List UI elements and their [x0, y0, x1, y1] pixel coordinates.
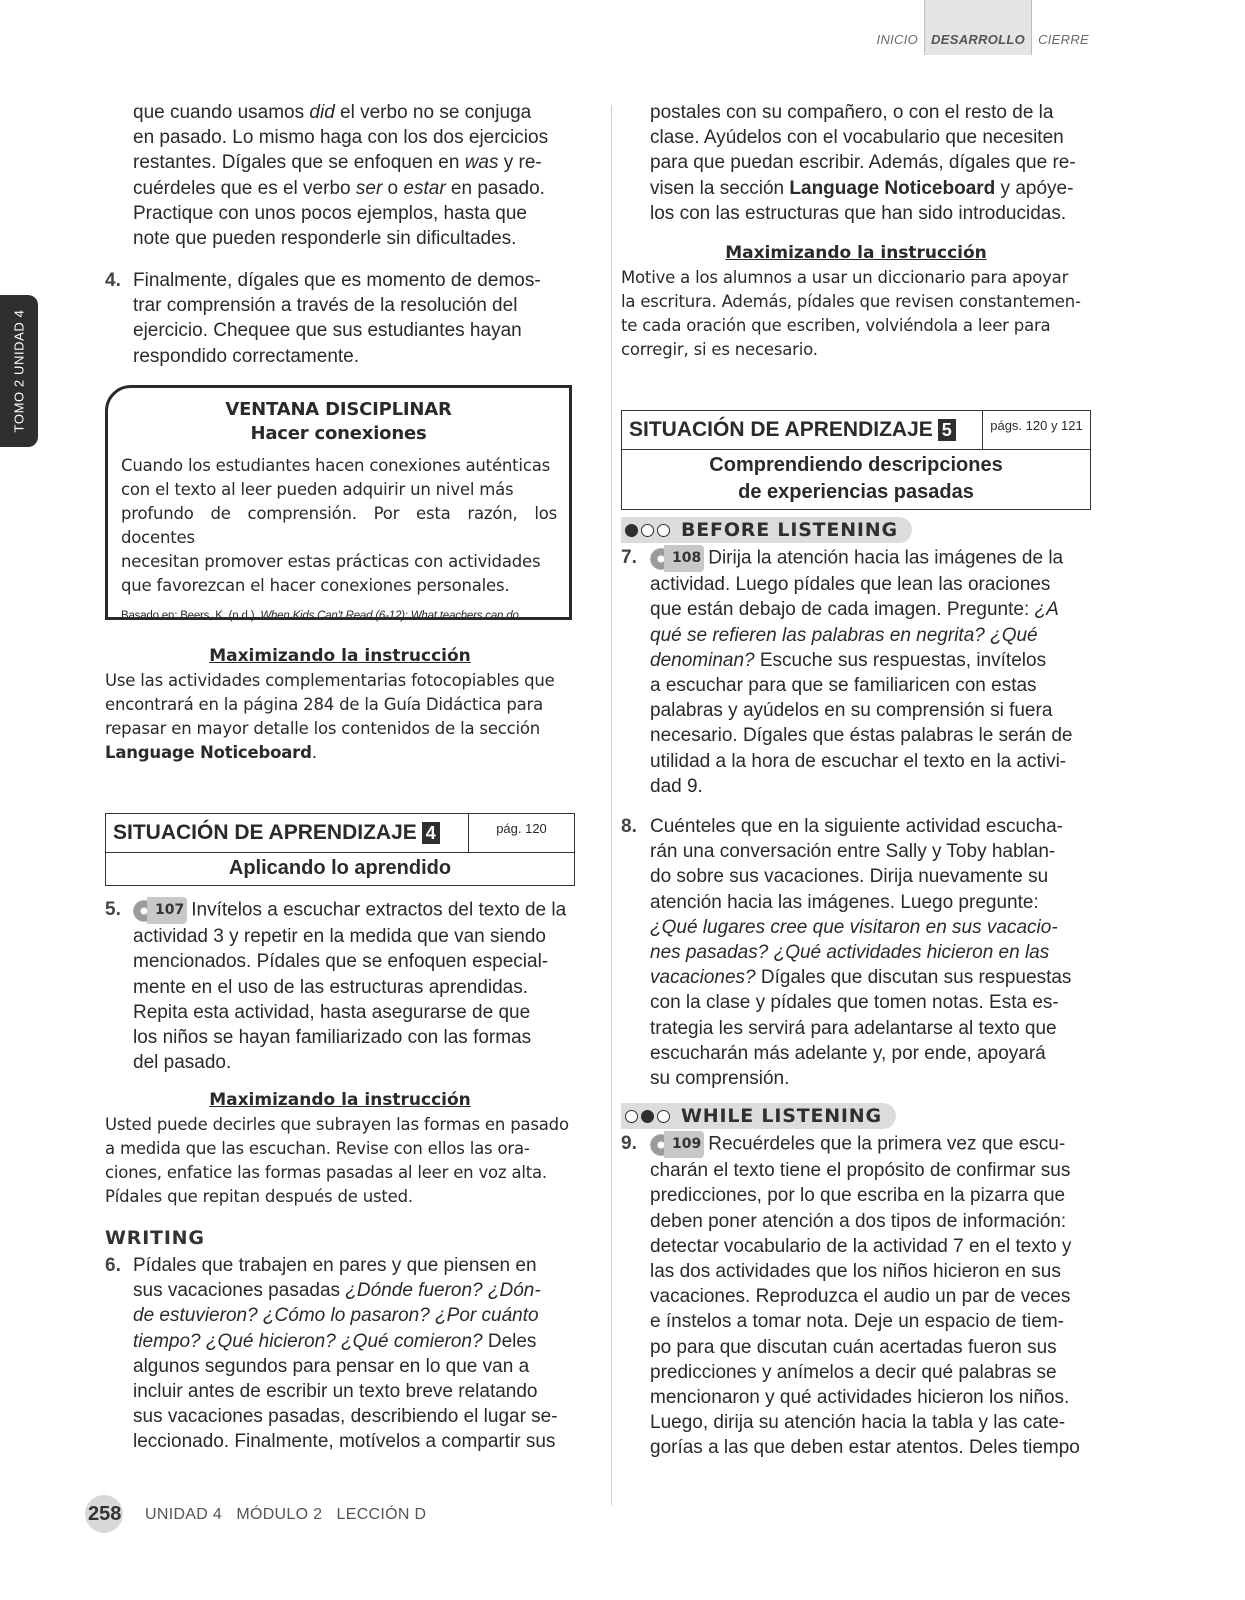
text-line: leccionado. Finalmente, motívelos a compartir sus [133, 1431, 556, 1453]
column-divider [611, 105, 612, 1505]
item6-text [133, 1253, 574, 1455]
item-number: 4. [105, 270, 121, 291]
text-line: actividad 3 y repetir en la medida que van siendo [133, 926, 546, 948]
item-number: 5. [105, 899, 121, 920]
text-line: su comprensión. [650, 1068, 790, 1090]
header-tab-desarrollo: DESARROLLO [924, 0, 1032, 55]
right-intro [650, 100, 1091, 226]
situacion-number: 5 [938, 419, 956, 441]
text-line: escucharán más adelante y, por ende, apoyará [650, 1042, 1046, 1064]
text-span: Dirija la atención hacia las imágenes de la [708, 547, 1064, 569]
text-line: a medida que las escuchan. Revise con ellos las ora- [105, 1139, 530, 1158]
subtitle-line: Comprendiendo descripciones [709, 454, 1003, 476]
bold-term: Language Noticeboard [105, 743, 312, 762]
text-line: dad 9. [650, 775, 703, 797]
text-line: la escritura. Además, pídales que revisen constantemen- [621, 292, 1081, 311]
ventana-body [108, 446, 569, 598]
ventana-source [108, 598, 569, 622]
ventana-subtitle: Hacer conexiones [250, 423, 427, 444]
text-line: postales con su compañero, o con el resto de la [650, 102, 1054, 123]
text-line: encontrará en la página 284 de la Guía Didáctica para [105, 695, 544, 714]
text-line: los niños se hayan familiarizado con las formas [133, 1027, 532, 1049]
text-line: detectar vocabulario de la actividad 7 en el texto y [650, 1235, 1072, 1257]
item-number: 6. [105, 1255, 121, 1276]
bold-term: Language Noticeboard [789, 177, 996, 199]
ventana-title: VENTANA DISCIPLINAR [225, 399, 452, 420]
stage-dot-empty [625, 1110, 638, 1123]
header-tab-cierre: CIERRE [1038, 32, 1089, 47]
text-span: visen la sección [650, 177, 790, 199]
text-line: charán el texto tiene el propósito de confirmar sus [650, 1160, 1071, 1182]
text-line: mencionados. Pídales que se enfoquen especial- [133, 951, 549, 973]
text-line [105, 741, 575, 765]
text-line: repasar en mayor detalle los contenidos de la sección [105, 719, 541, 738]
item4-text [133, 268, 574, 369]
text-line: corregir, si es necesario. [621, 340, 818, 359]
item-number: 8. [621, 816, 637, 837]
text-line: deben poner atención a dos tipos de información: [650, 1210, 1067, 1232]
side-tab [0, 295, 38, 447]
audio-cd-icon [650, 1131, 704, 1158]
situacion-header [106, 814, 574, 853]
track-number: 107 [147, 897, 187, 924]
stage-dot-filled [625, 524, 638, 537]
text-line: Usted puede decirles que subrayen las formas en pasado [105, 1115, 569, 1134]
text-line: mencionaron y qué actividades hicieron los niños. [650, 1387, 1070, 1409]
side-tab-label: TOMO 2 UNIDAD 4 [11, 309, 27, 433]
situacion-title [622, 411, 983, 449]
text-line: do sobre sus vacaciones. Dirija nuevamente su [650, 866, 1049, 888]
text-line: rán una conversación entre Sally y Toby hablan- [650, 841, 1056, 863]
text-span: Invítelos a escuchar extractos del texto de la [191, 899, 567, 921]
text-line: incluir antes de escribir un texto breve relatando [133, 1381, 538, 1403]
stage-label: BEFORE LISTENING [681, 519, 898, 541]
text-span: Recuérdeles que la primera vez que escu- [708, 1133, 1066, 1155]
text-line: Motive a los alumnos a usar un diccionario para apoyar [621, 268, 1069, 287]
text-line: que favorezcan el hacer conexiones personales. [121, 576, 510, 595]
text-line: con el texto al leer pueden adquirir un nivel más [121, 480, 514, 499]
text-line: los con las estructuras que han sido introducidas. [650, 202, 1067, 224]
text-line: cuérdeles que es el verbo ser o estar en pasado. [133, 177, 545, 199]
max-title: Maximizando la instrucción [209, 646, 471, 666]
text-line: Finalmente, dígales que es momento de demos- [133, 270, 541, 291]
stage-dot-empty [657, 1110, 670, 1123]
text-line: te cada oración que escriben, volviéndola a leer para [621, 316, 1051, 335]
text-line: del pasado. [133, 1052, 232, 1074]
text-line [650, 176, 1091, 201]
left-intro [133, 100, 574, 251]
text-line: necesario. Dígales que éstas palabras le serán de [650, 725, 1073, 747]
item9-text [650, 1131, 1091, 1461]
max2-body [105, 1113, 575, 1209]
max-right-body [621, 266, 1091, 362]
situacion-label: SITUACIÓN DE APRENDIZAJE [629, 418, 933, 441]
page-number: 258 [88, 1503, 122, 1525]
text-line: que están debajo de cada imagen. Pregunte: ¿A [650, 599, 1059, 621]
text-line: ciones, enfatice las formas pasadas al leer en voz alta. [105, 1163, 547, 1182]
text-line: Repita esta actividad, hasta asegurarse de que [133, 1001, 531, 1023]
ventana-disciplinar-box [105, 385, 572, 620]
track-number: 109 [664, 1131, 704, 1158]
writing-heading: WRITING [105, 1227, 205, 1249]
text-line: Practique con unos pocos ejemplos, hasta que [133, 202, 527, 224]
before-listening-banner [621, 517, 912, 543]
text-line: Luego, dirija su atención hacia la tabla y las cate- [650, 1412, 1066, 1434]
stage-dot-empty [641, 524, 654, 537]
text-end: . [311, 743, 317, 762]
stage-label: WHILE LISTENING [681, 1105, 882, 1127]
text-line: respondido correctamente. [133, 345, 360, 367]
text-line: profundo de comprensión. Por esta razón, los docentes [121, 504, 557, 547]
footer-text: UNIDAD 4 MÓDULO 2 LECCIÓN D [145, 1506, 427, 1523]
max1-body [105, 669, 575, 765]
text-line: a escuchar para que se familiaricen con estas [650, 675, 1037, 697]
item5-text [133, 897, 574, 1075]
text-line: con la clase y pídales que tomen notas. Esta es- [650, 992, 1059, 1014]
text-line: de estuvieron? ¿Cómo lo pasaron? ¿Por cuánto [133, 1305, 539, 1327]
text-line: necesitan promover estas prácticas con actividades [121, 552, 541, 571]
text-line: las dos actividades que los niños hicieron en sus [650, 1261, 1061, 1283]
text-line: Pídales que trabajen en pares y que piensen en [133, 1255, 537, 1276]
audio-cd-icon [650, 545, 704, 572]
text-line: po para que discutan cuán acertadas fueron sus [650, 1336, 1057, 1358]
stage-dot-filled [641, 1110, 654, 1123]
situacion-box-4 [105, 813, 575, 886]
text-line [650, 1131, 1091, 1158]
track-number: 108 [664, 545, 704, 572]
text-line: tiempo? ¿Qué hicieron? ¿Qué comieron? Deles [133, 1330, 537, 1352]
text-line: que cuando usamos did el verbo no se conjuga [133, 102, 532, 123]
text-line: palabras y ayúdelos en su comprensión si fuera [650, 700, 1053, 722]
situacion-number: 4 [422, 822, 440, 844]
text-line [133, 897, 574, 924]
subtitle-line: de experiencias pasadas [738, 481, 974, 503]
text-line: denominan? Escuche sus respuestas, invítelos [650, 649, 1047, 671]
text-line: ¿Qué lugares cree que visitaron en sus vacacio- [650, 916, 1058, 938]
text-line: vacaciones? Dígales que discutan sus respuestas [650, 967, 1072, 989]
source-title: When Kids Can't Read (6-12): What teachers can do. [260, 610, 522, 622]
text-line: Cuénteles que en la siguiente actividad escucha- [650, 816, 1063, 837]
text-line: para que puedan escribir. Además, dígales que re- [650, 152, 1076, 174]
text-line: qué se refieren las palabras en negrita? ¿Qué [650, 624, 1038, 646]
text-line: nes pasadas? ¿Qué actividades hicieron en las [650, 942, 1050, 964]
text-line: en pasado. Lo mismo haga con los dos ejercicios [133, 127, 549, 149]
text-line: algunos segundos para pensar en lo que van a [133, 1355, 530, 1377]
audio-cd-icon [133, 897, 187, 924]
stage-dot-empty [657, 524, 670, 537]
text-line: vacaciones. Reproduzca el audio un par de veces [650, 1286, 1071, 1308]
text-span: y apóye- [995, 177, 1074, 199]
source-label: Basado en: [121, 610, 178, 622]
text-line: trar comprensión a través de la resolución del [133, 295, 518, 317]
text-line: note que pueden responderle sin dificultades. [133, 228, 517, 250]
text-line: trategia les servirá para adelantarse al texto que [650, 1017, 1057, 1039]
text-line: sus vacaciones pasadas, describiendo el lugar se- [133, 1406, 558, 1428]
situacion-subtitle [622, 450, 1090, 509]
text-line: Pídales que repitan después de usted. [105, 1187, 413, 1206]
text-line: predicciones y anímelos a decir qué palabras se [650, 1361, 1057, 1383]
situacion-header [622, 411, 1090, 450]
text-line: e ínstelos a tomar nota. Deje un espacio de tiem- [650, 1311, 1065, 1333]
max-title: Maximizando la instrucción [209, 1090, 471, 1110]
text-line: sus vacaciones pasadas ¿Dónde fueron? ¿Dón- [133, 1280, 541, 1302]
situacion-label: SITUACIÓN DE APRENDIZAJE [113, 821, 417, 844]
text-line: actividad. Luego pídales que lean las oraciones [650, 574, 1051, 596]
item-number: 9. [621, 1133, 637, 1154]
situacion-title [106, 814, 469, 852]
text-line: Cuando los estudiantes hacen conexiones auténticas [121, 456, 550, 475]
text-line: atención hacia las imágenes. Luego pregunte: [650, 891, 1039, 913]
text-line: clase. Ayúdelos con el vocabulario que necesiten [650, 127, 1064, 149]
item-number: 7. [621, 547, 637, 568]
situacion-pages: págs. 120 y 121 [990, 418, 1083, 433]
text-line [650, 545, 1091, 572]
source-author: Beers, K. (n.d.). [180, 610, 258, 622]
text-line: restantes. Dígales que se enfoquen en was y re- [133, 152, 542, 174]
text-line: mente en el uso de las estructuras aprendidas. [133, 976, 529, 998]
text-line: gorías a las que deben estar atentos. Deles tiempo [650, 1437, 1080, 1459]
situacion-subtitle: Aplicando lo aprendido [228, 857, 452, 879]
while-listening-banner [621, 1103, 896, 1129]
text-line: ejercicio. Chequee que sus estudiantes hayan [133, 320, 522, 342]
text-line: Use las actividades complementarias fotocopiables que [105, 671, 555, 690]
header-tab-inicio: INICIO [876, 32, 919, 47]
item8-text [650, 814, 1091, 1091]
text-line: predicciones, por lo que escriba en la pizarra que [650, 1185, 1066, 1207]
section-header [871, 0, 1095, 55]
item7-text [650, 545, 1091, 799]
max-title: Maximizando la instrucción [725, 243, 987, 263]
situacion-box-5 [621, 410, 1091, 510]
situacion-pages: pág. 120 [496, 821, 547, 836]
text-line: utilidad a la hora de escuchar el texto en la activi- [650, 750, 1067, 772]
